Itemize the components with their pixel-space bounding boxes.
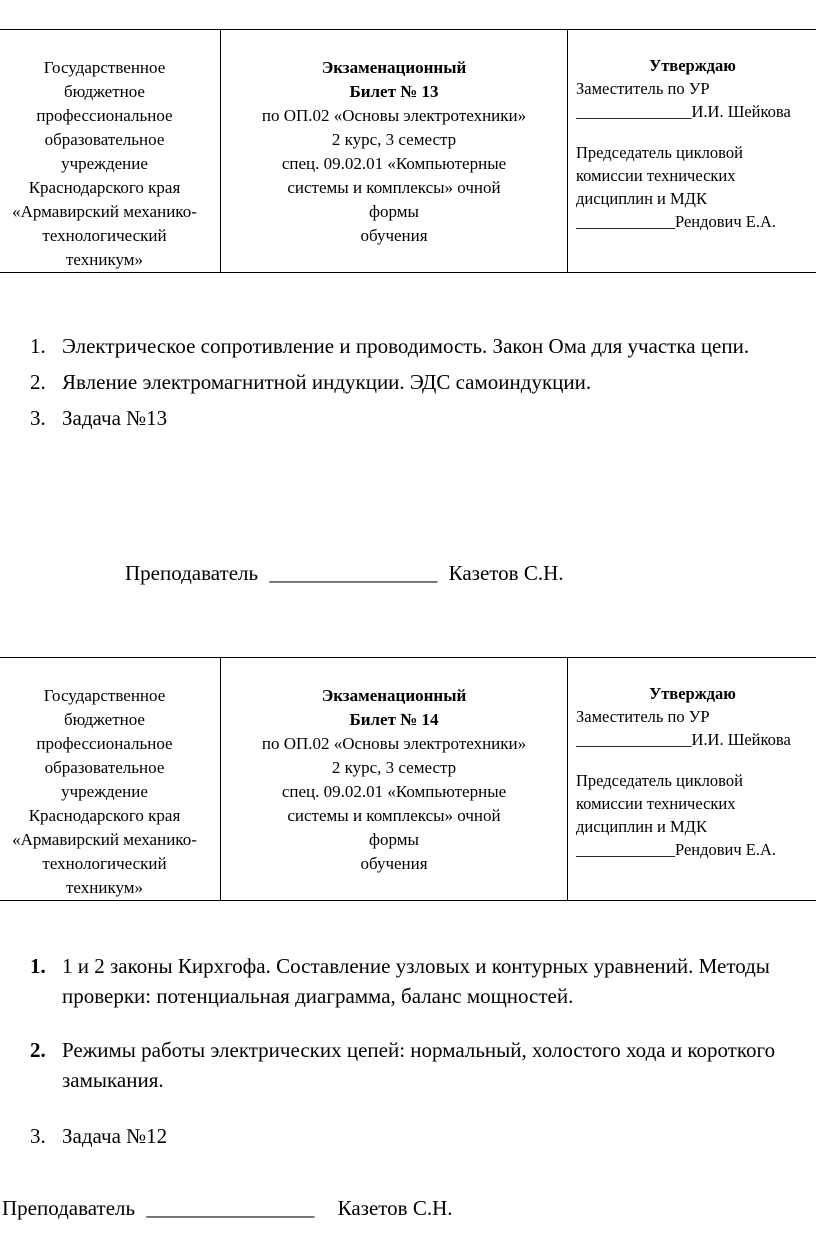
subject-line: формы: [369, 830, 419, 849]
teacher-label: Преподаватель: [2, 1196, 136, 1220]
institution-line: образовательное: [44, 758, 165, 777]
ticket-title: Экзаменационный: [321, 686, 467, 705]
approval-heading: Утверждаю: [649, 56, 736, 75]
institution-line: бюджетное: [64, 82, 145, 101]
question-number: 2.: [30, 370, 46, 394]
institution-line: бюджетное: [64, 710, 145, 729]
ticket-header-table: [0, 657, 816, 901]
question-item: [0, 951, 816, 1011]
chair-signature-line: ____________Рендович Е.А.: [576, 840, 777, 859]
chair-line: Председатель цикловой: [576, 143, 743, 162]
question-number: 1.: [30, 954, 46, 978]
chair-line: Председатель цикловой: [576, 771, 743, 790]
institution-line: профессиональное: [36, 734, 173, 753]
ticket-title-cell: [221, 30, 568, 273]
institution-line: техникум»: [66, 878, 143, 897]
subject-line: спец. 09.02.01 «Компьютерные: [281, 154, 507, 173]
institution-line: Краснодарского края: [28, 806, 181, 825]
question-item: [0, 367, 816, 397]
institution-line: профессиональное: [36, 106, 173, 125]
deputy-signature-line: ______________И.И. Шейкова: [576, 730, 791, 749]
chair-line: комиссии технических: [576, 794, 736, 813]
question-number: 2.: [30, 1038, 46, 1062]
teacher-label: Преподаватель: [125, 561, 259, 585]
question-text: Электрическое сопротивление и проводимость. Закон Ома для участка цепи.: [62, 334, 750, 358]
institution-line: учреждение: [61, 782, 148, 801]
question-number: 3.: [30, 406, 46, 430]
subject-line: формы: [369, 202, 419, 221]
teacher-signature-line: ________________: [269, 561, 438, 585]
subject-line: 2 курс, 3 семестр: [331, 130, 457, 149]
teacher-signature: [125, 558, 564, 588]
question-item: [0, 1035, 816, 1095]
teacher-name: Казетов С.Н.: [448, 561, 564, 585]
institution-line: технологический: [42, 226, 167, 245]
approval-cell: [568, 30, 816, 273]
institution-line: Государственное: [43, 58, 166, 77]
subject-line: 2 курс, 3 семестр: [331, 758, 457, 777]
ticket-header-table: [0, 29, 816, 273]
question-number: 1.: [30, 334, 46, 358]
ticket-title: Экзаменационный: [321, 58, 467, 77]
institution-cell: [0, 658, 221, 901]
institution-line: «Армавирский механико-: [12, 202, 197, 221]
teacher-name: Казетов С.Н.: [337, 1196, 453, 1220]
ticket-title-cell: [221, 658, 568, 901]
institution-line: образовательное: [44, 130, 165, 149]
institution-line: технологический: [42, 854, 167, 873]
question-item: [0, 331, 816, 361]
question-item: [0, 403, 816, 433]
question-text: Явление электромагнитной индукции. ЭДС самоиндукции.: [62, 370, 592, 394]
deputy-signature-line: ______________И.И. Шейкова: [576, 102, 791, 121]
institution-line: Краснодарского края: [28, 178, 181, 197]
question-text: Задача №13: [62, 406, 168, 430]
institution-line: Государственное: [43, 686, 166, 705]
approval-cell: [568, 658, 816, 901]
institution-line: «Армавирский механико-: [12, 830, 197, 849]
question-item: [0, 1121, 816, 1151]
approval-heading: Утверждаю: [649, 684, 736, 703]
question-number: 3.: [30, 1124, 46, 1148]
teacher-signature: [2, 1193, 453, 1223]
institution-cell: [0, 30, 221, 273]
subject-line: системы и комплексы» очной: [287, 806, 501, 825]
institution-line: техникум»: [66, 250, 143, 269]
subject-line: по ОП.02 «Основы электротехники»: [261, 734, 527, 753]
deputy-title: Заместитель по УР: [576, 707, 710, 726]
subject-line: системы и комплексы» очной: [287, 178, 501, 197]
question-text: Задача №12: [62, 1124, 168, 1148]
question-text: 1 и 2 законы Кирхгофа. Составление узловых и контурных уравнений. Методы проверки: потенциальная диаграмма, баланс мощностей.: [62, 954, 770, 1008]
question-text: Режимы работы электрических цепей: нормальный, холостого хода и короткого замыкания.: [62, 1038, 776, 1092]
institution-line: учреждение: [61, 154, 148, 173]
teacher-signature-line: ________________: [146, 1196, 315, 1220]
ticket-number: Билет № 13: [349, 82, 439, 101]
chair-line: дисциплин и МДК: [576, 189, 707, 208]
deputy-title: Заместитель по УР: [576, 79, 710, 98]
subject-line: по ОП.02 «Основы электротехники»: [261, 106, 527, 125]
chair-line: комиссии технических: [576, 166, 736, 185]
chair-signature-line: ____________Рендович Е.А.: [576, 212, 777, 231]
subject-line: обучения: [360, 226, 428, 245]
subject-line: спец. 09.02.01 «Компьютерные: [281, 782, 507, 801]
ticket-number: Билет № 14: [349, 710, 439, 729]
question-list: [0, 331, 816, 433]
subject-line: обучения: [360, 854, 428, 873]
chair-line: дисциплин и МДК: [576, 817, 707, 836]
question-list: [0, 951, 816, 1151]
